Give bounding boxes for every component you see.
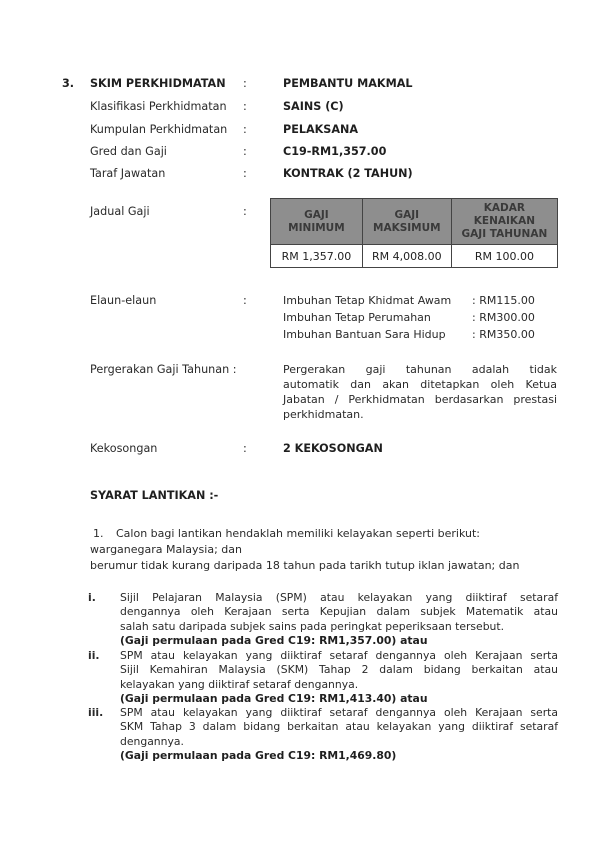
item-line: SPM atau kelayakan yang diiktiraf setaraf dengannya oleh Kerajaan serta bbox=[120, 706, 558, 719]
gred-value: C19-RM1,357.00 bbox=[283, 145, 387, 158]
kumpulan-colon: : bbox=[243, 123, 247, 136]
header-line: GAJI bbox=[394, 208, 420, 221]
item-line: Sijil Kemahiran Malaysia (SKM) Tahap 2 dalam bidang berkaitan atau bbox=[120, 663, 558, 677]
klasifikasi-colon: : bbox=[243, 100, 247, 113]
qualification-item bbox=[120, 591, 558, 649]
elaun-item-amount: : RM350.00 bbox=[472, 328, 535, 341]
header-line: GAJI TAHUNAN bbox=[461, 228, 548, 240]
taraf-value: KONTRAK (2 TAHUN) bbox=[283, 167, 413, 180]
intro-number: 1. bbox=[93, 527, 104, 540]
section-number: 3. bbox=[62, 77, 75, 90]
item-line: kelayakan yang diiktiraf setaraf dengannya. bbox=[120, 677, 359, 691]
cell-gaji-minimum: RM 1,357.00 bbox=[271, 245, 363, 268]
kekosongan-colon: : bbox=[243, 442, 247, 455]
item-marker: ii. bbox=[88, 649, 100, 662]
jadual-gaji-colon: : bbox=[243, 205, 247, 218]
pergerakan-label: Pergerakan Gaji Tahunan : bbox=[90, 363, 237, 376]
kumpulan-label: Kumpulan Perkhidmatan bbox=[90, 123, 228, 136]
item-salary: (Gaji permulaan pada Gred C19: RM1,469.80) bbox=[120, 749, 397, 763]
skim-label: SKIM PERKHIDMATAN bbox=[90, 77, 226, 90]
pergerakan-line: Pergerakan gaji tahunan adalah tidak bbox=[283, 363, 557, 376]
elaun-colon: : bbox=[243, 294, 247, 307]
salary-table-header-row bbox=[271, 199, 558, 245]
item-line: salah satu daripada subjek sains pada peringkat peperiksaan tersebut. bbox=[120, 619, 505, 633]
item-line: dengannya oleh Kerajaan serta Kepujian dalam subjek Matematik atau bbox=[120, 605, 558, 619]
elaun-item-amount: : RM115.00 bbox=[472, 294, 535, 307]
elaun-label: Elaun-elaun bbox=[90, 294, 157, 307]
skim-value: PEMBANTU MAKMAL bbox=[283, 77, 413, 90]
taraf-colon: : bbox=[243, 167, 247, 180]
header-gaji-maksimum bbox=[362, 199, 451, 245]
cell-gaji-maksimum: RM 4,008.00 bbox=[362, 245, 451, 268]
header-line: KADAR KENAIKAN bbox=[473, 202, 535, 227]
item-marker: i. bbox=[88, 591, 96, 604]
kekosongan-value: 2 KEKOSONGAN bbox=[283, 442, 383, 455]
pergerakan-line: automatik dan akan ditetapkan oleh Ketua bbox=[283, 378, 557, 391]
pergerakan-line: perkhidmatan. bbox=[283, 408, 364, 421]
intro-line-age: berumur tidak kurang daripada 18 tahun pada tarikh tutup iklan jawatan; dan bbox=[90, 559, 520, 572]
qualification-item bbox=[120, 649, 558, 707]
header-gaji-minimum bbox=[271, 199, 363, 245]
item-salary: (Gaji permulaan pada Gred C19: RM1,357.00) atau bbox=[120, 634, 428, 648]
salary-table-row bbox=[271, 245, 558, 268]
taraf-label: Taraf Jawatan bbox=[90, 167, 166, 180]
klasifikasi-value: SAINS (C) bbox=[283, 100, 344, 113]
gred-colon: : bbox=[243, 145, 247, 158]
kekosongan-label: Kekosongan bbox=[90, 442, 158, 455]
item-line: Sijil Pelajaran Malaysia (SPM) atau kelayakan yang diiktiraf setaraf bbox=[120, 591, 558, 604]
klasifikasi-label: Klasifikasi Perkhidmatan bbox=[90, 100, 227, 113]
item-line: SPM atau kelayakan yang diiktiraf setaraf dengannya oleh Kerajaan serta bbox=[120, 649, 558, 662]
header-line: GAJI bbox=[304, 208, 329, 221]
elaun-item-name: Imbuhan Tetap Perumahan bbox=[283, 311, 431, 324]
gred-label: Gred dan Gaji bbox=[90, 145, 167, 158]
pergerakan-text bbox=[283, 362, 557, 422]
kumpulan-value: PELAKSANA bbox=[283, 123, 359, 136]
syarat-heading: SYARAT LANTIKAN :- bbox=[90, 489, 219, 502]
item-salary: (Gaji permulaan pada Gred C19: RM1,413.40) atau bbox=[120, 692, 428, 706]
header-line: MINIMUM bbox=[288, 221, 345, 234]
elaun-item-name: Imbuhan Bantuan Sara Hidup bbox=[283, 328, 446, 341]
salary-table bbox=[270, 198, 558, 268]
item-line: dengannya. bbox=[120, 734, 184, 748]
elaun-item-name: Imbuhan Tetap Khidmat Awam bbox=[283, 294, 452, 307]
header-line: MAKSIMUM bbox=[373, 221, 441, 234]
item-marker: iii. bbox=[88, 706, 104, 719]
header-kadar-kenaikan bbox=[451, 199, 557, 245]
intro-line-citizen: warganegara Malaysia; dan bbox=[90, 543, 242, 556]
cell-kadar-kenaikan: RM 100.00 bbox=[451, 245, 557, 268]
item-line: SKM Tahap 3 dalam bidang berkaitan atau kelayakan yang diiktiraf setaraf bbox=[120, 720, 558, 734]
intro-text: Calon bagi lantikan hendaklah memiliki kelayakan seperti berikut: bbox=[116, 527, 480, 540]
qualification-item bbox=[120, 706, 558, 764]
elaun-item-amount: : RM300.00 bbox=[472, 311, 535, 324]
jadual-gaji-label: Jadual Gaji bbox=[90, 205, 150, 218]
skim-colon: : bbox=[243, 77, 247, 90]
pergerakan-line: Jabatan / Perkhidmatan berdasarkan prestasi bbox=[283, 393, 557, 406]
